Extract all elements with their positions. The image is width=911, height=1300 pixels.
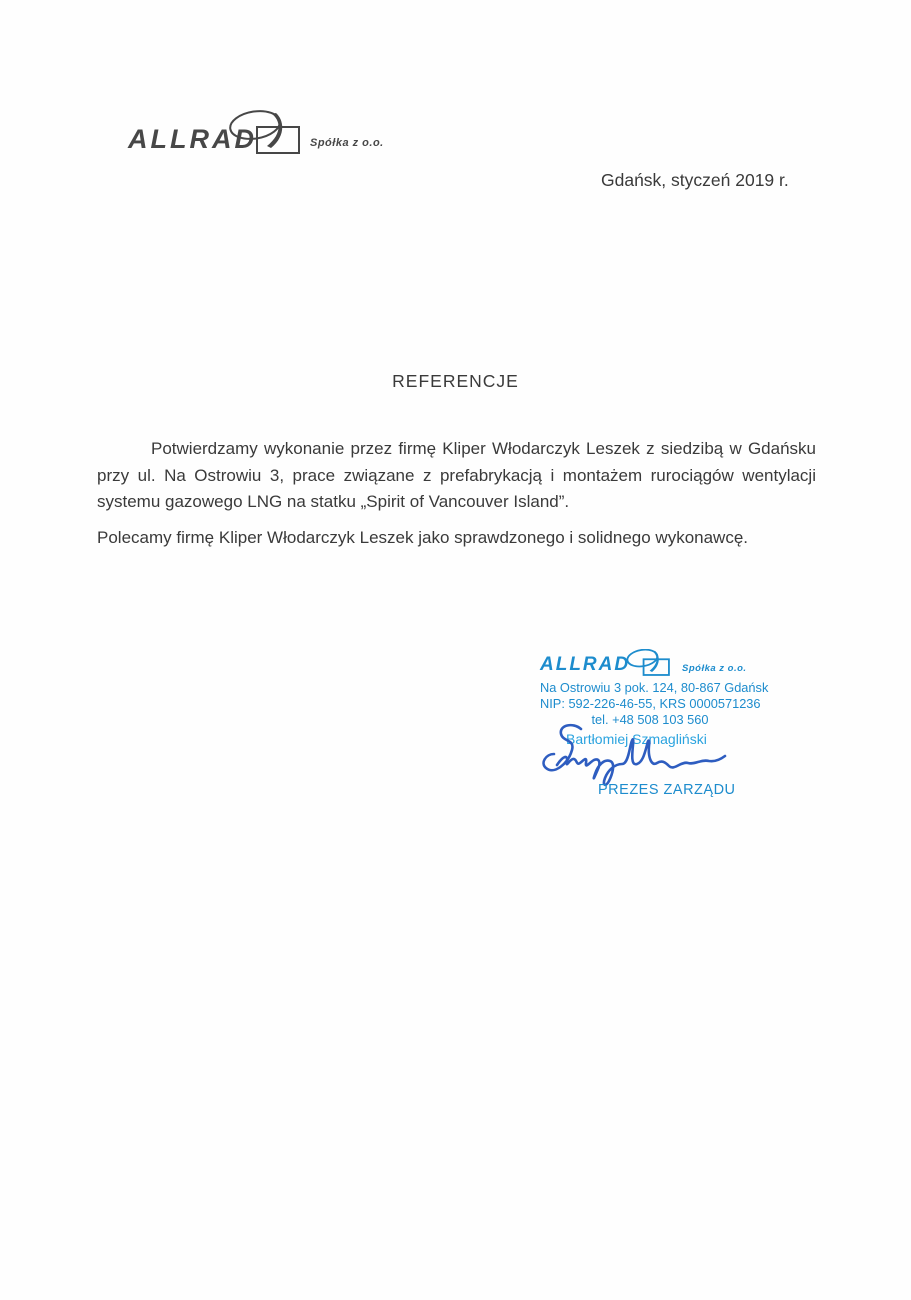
stamp-phone-line: tel. +48 508 103 560: [591, 712, 709, 727]
stamp-logo: [540, 648, 760, 680]
signer-name-label: Bartłomiej Szmagliński: [566, 731, 707, 747]
document-title: REFERENCJE: [392, 371, 519, 391]
signer-title-label: PREZES ZARZĄDU: [598, 782, 736, 798]
letter-body: [97, 436, 816, 551]
dateline: Gdańsk, styczeń 2019 r.: [601, 170, 789, 190]
brand-wordmark: ALLRAD: [128, 124, 257, 154]
paragraph-confirmation: Potwierdzamy wykonanie przez firmę Kliper Włodarczyk Leszek z siedzibą w Gdańsku przy ul. Na Ostrowiu 3, prace związane z prefabrykacją i montażem rurociągów wentylacji systemu gazowego LNG na statku „Spirit of Vancouver Island”.: [97, 439, 816, 511]
paragraph-recommendation: Polecamy firmę Kliper Włodarczyk Leszek jako sprawdzonego i solidnego wykonawcę.: [97, 527, 749, 547]
allrad-logo-mark-icon: [626, 649, 672, 678]
company-suffix-label: Spółka z o.o.: [310, 137, 384, 149]
stamp-registry-line: NIP: 592-226-46-55, KRS 0000571236: [540, 696, 761, 711]
stamp-brand-wordmark: ALLRAD: [540, 654, 631, 675]
company-stamp: [540, 648, 769, 728]
allrad-logo-mark-icon: [228, 110, 304, 158]
letterhead-logo: [128, 110, 428, 166]
stamp-address-line: Na Ostrowiu 3 pok. 124, 80-867 Gdańsk: [540, 680, 769, 695]
handwritten-signature-icon: [535, 723, 730, 791]
stamp-company-suffix-label: Spółka z o.o.: [682, 663, 747, 674]
